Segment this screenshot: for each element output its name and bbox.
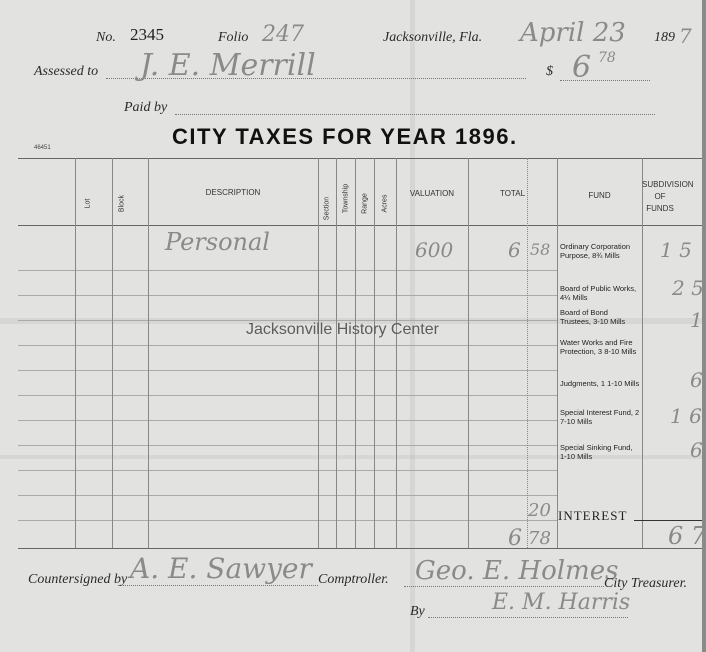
year-handwritten: 7 xyxy=(679,24,692,48)
folio-value: 247 xyxy=(262,22,304,47)
city-label: Jacksonville, Fla. xyxy=(383,30,483,45)
ruled-line xyxy=(18,470,558,471)
by-line xyxy=(428,617,628,618)
comptroller-label: Comptroller. xyxy=(318,572,389,587)
fund-subdivision-value: 6 xyxy=(690,438,703,462)
fund-judgments: Judgments, 1 1-10 Mills xyxy=(560,379,640,388)
column-header-funds: FUNDS xyxy=(646,204,674,213)
paid-by-line xyxy=(175,114,655,115)
assessed-to-name: J. E. Merrill xyxy=(140,48,316,83)
treasurer-label: City Treasurer. xyxy=(604,576,687,591)
fund-ordinary-corporation: Ordinary Corporation Purpose, 8¾ Mills xyxy=(560,242,631,260)
fund-subdivision-value: 6 xyxy=(690,368,703,392)
by-signature: E. M. Harris xyxy=(492,590,631,615)
column-divider xyxy=(374,158,375,548)
column-divider xyxy=(336,158,337,548)
interest-label: INTEREST xyxy=(558,508,628,523)
column-header-subdivision: SUBDIVISION xyxy=(642,180,694,189)
sum-cents: 78 xyxy=(528,528,551,549)
by-label: By xyxy=(410,604,425,619)
fund-special-sinking: Special Sinking Fund, 1-10 Mills xyxy=(560,443,633,461)
interest-amount: 20 xyxy=(528,500,551,521)
column-divider xyxy=(642,158,643,548)
total-dollars-entry: 6 xyxy=(508,238,521,262)
fund-bond-trustees: Board of Bond Trustees, 3-10 Mills xyxy=(560,308,626,326)
dollar-sign: $ xyxy=(546,64,553,79)
fund-subdivision-value: 2 5 xyxy=(672,276,704,300)
receipt-number-label: No. xyxy=(96,30,116,45)
column-divider xyxy=(355,158,356,548)
treasurer-line xyxy=(404,586,604,587)
column-header-description: DESCRIPTION xyxy=(205,188,261,197)
ruled-line xyxy=(18,345,558,346)
receipt-number: 2345 xyxy=(130,25,164,44)
date-handwritten: April 23 xyxy=(520,18,626,48)
table-top-border xyxy=(18,158,702,159)
table-bottom-border xyxy=(18,548,702,549)
ruled-line xyxy=(18,270,558,271)
column-header-block: Block xyxy=(118,194,126,213)
column-header-total: TOTAL xyxy=(499,189,526,198)
paid-by-label: Paid by xyxy=(124,100,168,115)
table-header-border xyxy=(18,225,702,226)
valuation-entry: 600 xyxy=(415,238,454,262)
fund-subdivision-value: 1 6 xyxy=(670,404,702,428)
column-header-township: Township xyxy=(342,183,350,214)
document-title: CITY TAXES FOR YEAR 1896. xyxy=(172,124,518,149)
ruled-line xyxy=(18,395,558,396)
interest-line xyxy=(634,520,702,521)
column-header-range: Range xyxy=(361,193,369,214)
column-header-valuation: VALUATION xyxy=(409,189,455,198)
watermark-text: Jacksonville History Center xyxy=(246,321,439,338)
fund-subdivision-value: 1 xyxy=(690,308,703,332)
column-header-acres: Acres xyxy=(381,194,389,213)
countersigned-label: Countersigned by xyxy=(28,572,128,587)
ruled-line xyxy=(18,370,558,371)
column-divider xyxy=(318,158,319,548)
column-divider xyxy=(557,158,558,548)
ruled-line xyxy=(18,495,558,496)
column-divider xyxy=(112,158,113,548)
amount-dollars: 6 xyxy=(572,50,592,85)
total-cents-entry: 58 xyxy=(530,240,551,259)
countersigned-line xyxy=(118,585,318,586)
ruled-line xyxy=(18,445,558,446)
column-divider xyxy=(468,158,469,548)
fund-water-works: Water Works and Fire Protection, 3 8-10 Mills xyxy=(560,338,637,356)
fund-public-works: Board of Public Works, 4¼ Mills xyxy=(560,284,637,302)
countersigned-signature: A. E. Sawyer xyxy=(130,552,312,585)
fund-special-interest: Special Interest Fund, 2 7-10 Mills xyxy=(560,408,640,426)
column-header-section: Section xyxy=(323,196,331,221)
sum-dollars: 6 xyxy=(508,526,522,551)
column-header-lot: Lot xyxy=(84,198,92,209)
description-entry: Personal xyxy=(165,228,270,256)
column-header-fund: FUND xyxy=(588,191,611,200)
ruled-line xyxy=(18,420,558,421)
treasurer-signature: Geo. E. Holmes xyxy=(415,556,619,586)
amount-cents: 78 xyxy=(598,50,616,66)
ruled-line xyxy=(18,520,558,521)
year-printed: 189 xyxy=(654,30,675,45)
folio-label: Folio xyxy=(218,30,249,45)
fund-subdivision-value: 1 5 xyxy=(660,238,692,262)
cents-divider xyxy=(527,158,528,548)
column-header-of: OF xyxy=(654,192,666,201)
column-divider xyxy=(148,158,149,548)
column-divider xyxy=(75,158,76,548)
assessed-to-label: Assessed to xyxy=(34,64,99,79)
column-divider xyxy=(396,158,397,548)
amount-line xyxy=(560,80,650,81)
form-number: 46451 xyxy=(34,145,51,151)
sum-subdivision: 6 7 xyxy=(668,522,706,550)
ruled-line xyxy=(18,295,558,296)
